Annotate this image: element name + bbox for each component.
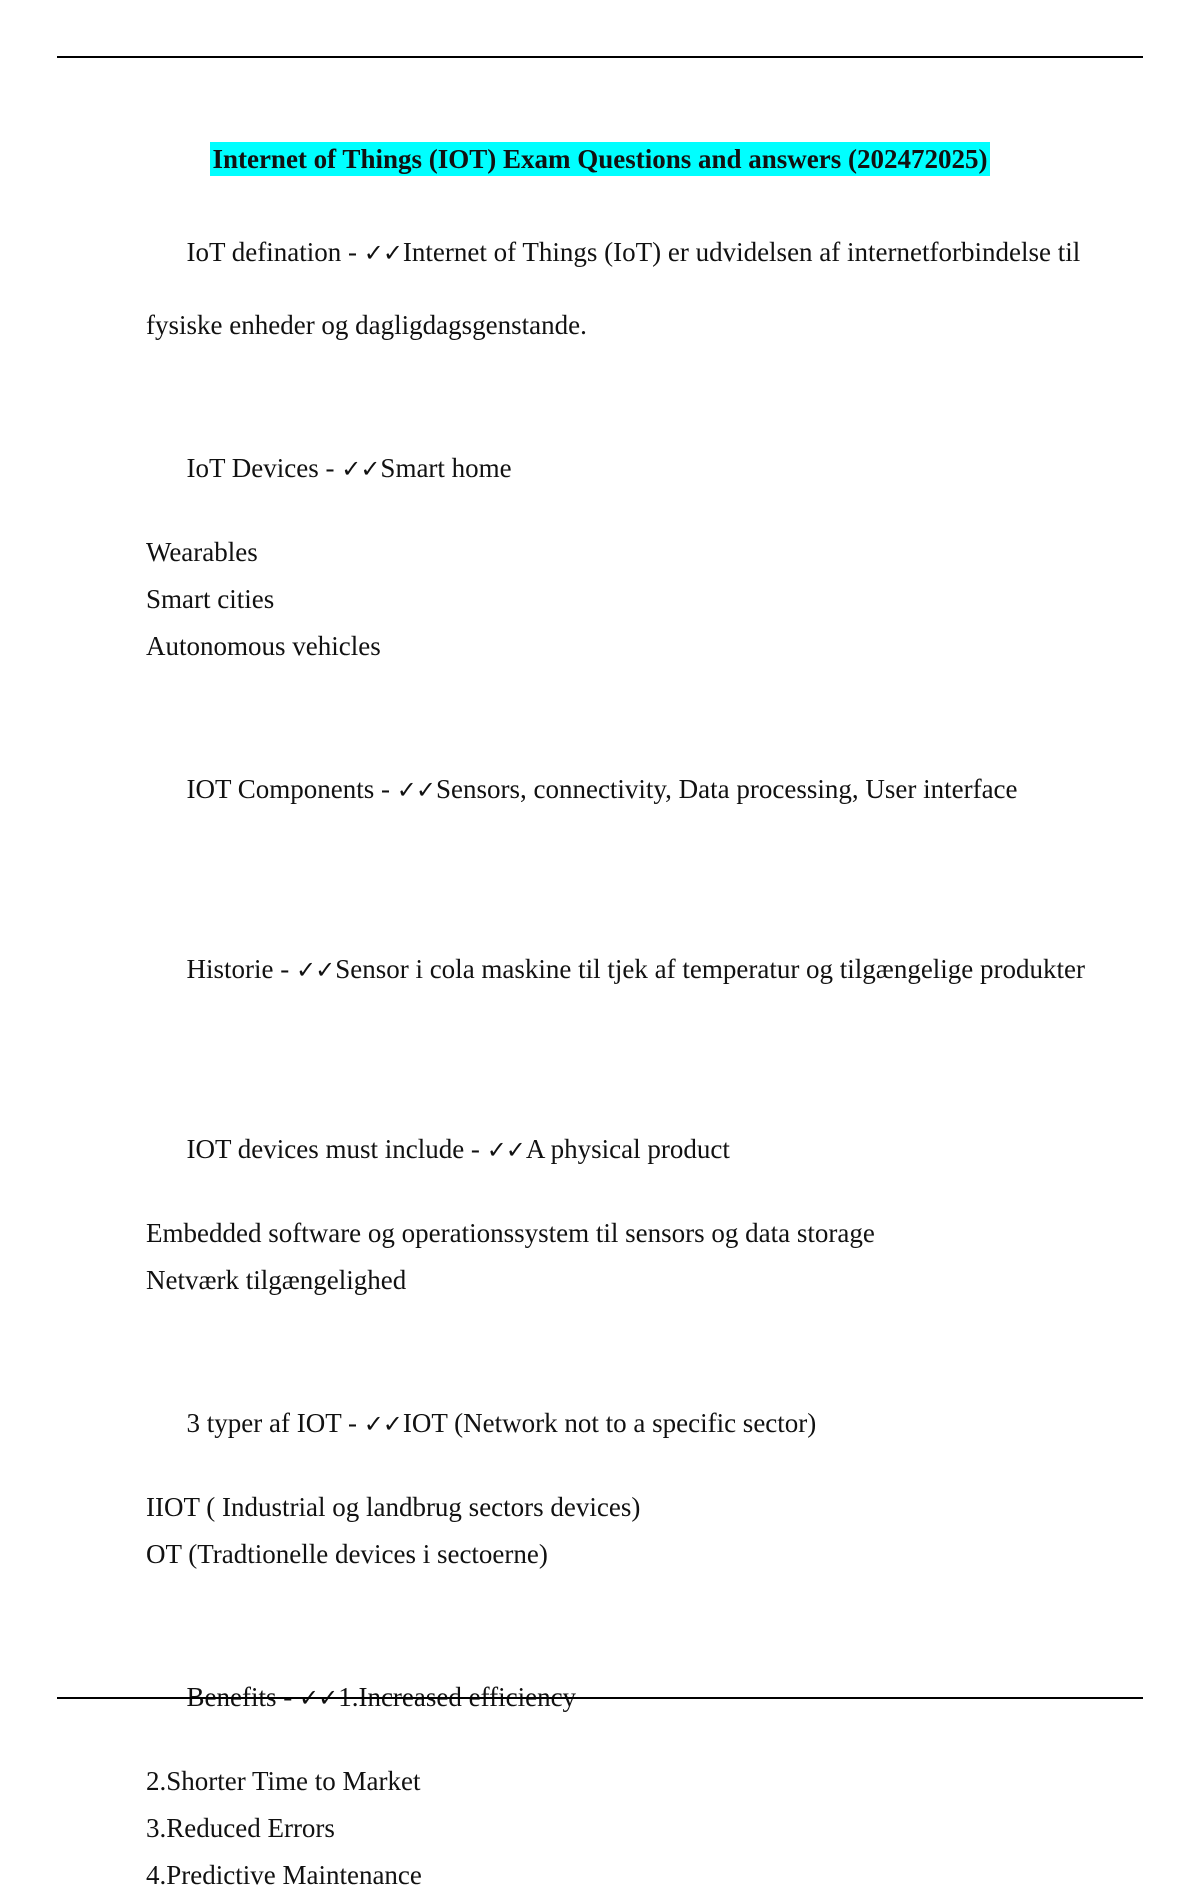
double-check-icon: ✓✓ <box>295 956 335 984</box>
title-container <box>0 142 1200 176</box>
qa-entry-iot-components <box>146 735 1146 844</box>
qa-entry-iot-types <box>146 1369 1146 1572</box>
qa-entry-historie <box>146 915 1146 1024</box>
bottom-rule <box>57 1697 1143 1699</box>
answer-line: fysiske enheder og dagligdagsgenstande. <box>146 310 587 340</box>
question-label: IoT defination - <box>186 237 364 267</box>
answer-line: 1.Increased efficiency <box>338 1682 577 1712</box>
qa-entry-iot-definition <box>146 198 1146 343</box>
answer-line: Embedded software og operationssystem til sensors og data storage <box>146 1218 875 1248</box>
question-label: 3 typer af IOT - <box>186 1408 364 1438</box>
answer-line: OT (Tradtionelle devices i sectoerne) <box>146 1539 548 1569</box>
question-label: IOT Components - <box>186 774 397 804</box>
answer-line: Wearables <box>146 537 258 567</box>
qa-content <box>146 198 1146 1893</box>
answer-line: 4.Predictive Maintenance <box>146 1860 422 1890</box>
answer-line: Smart home <box>380 453 512 483</box>
answer-line: Sensors, connectivity, Data processing, User interface <box>435 774 1018 804</box>
qa-entry-iot-devices-must-include <box>146 1095 1146 1298</box>
question-label: Historie - <box>186 954 296 984</box>
double-check-icon: ✓✓ <box>363 239 402 267</box>
answer-line: IIOT ( Industrial og landbrug sectors devices) <box>146 1492 641 1522</box>
double-check-icon: ✓✓ <box>341 455 380 483</box>
qa-entry-benefits <box>146 1643 1146 1893</box>
answer-line: Sensor i cola maskine til tjek af temperatur og tilgængelige produkter <box>335 954 1086 984</box>
answer-line: A physical product <box>525 1134 730 1164</box>
top-rule <box>57 56 1143 58</box>
answer-line: IOT (Network not to a specific sector) <box>402 1408 817 1438</box>
answer-line: 3.Reduced Errors <box>146 1813 335 1843</box>
answer-line: 2.Shorter Time to Market <box>146 1766 421 1796</box>
double-check-icon: ✓✓ <box>363 1410 402 1438</box>
question-label: IoT Devices - <box>186 453 342 483</box>
double-check-icon: ✓✓ <box>486 1136 525 1164</box>
double-check-icon: ✓✓ <box>298 1684 338 1712</box>
question-label: Benefits - <box>186 1682 299 1712</box>
answer-line: Smart cities <box>146 584 275 614</box>
qa-entry-iot-devices <box>146 414 1146 664</box>
answer-line: Internet of Things (IoT) er udvidelsen af internetforbindelse til <box>402 237 1081 267</box>
question-label: IOT devices must include - <box>186 1134 487 1164</box>
document-title: Internet of Things (IOT) Exam Questions and answers (202472025) <box>212 144 988 174</box>
double-check-icon: ✓✓ <box>396 776 435 804</box>
answer-line: Autonomous vehicles <box>146 631 381 661</box>
answer-line: Netværk tilgængelighed <box>146 1265 407 1295</box>
